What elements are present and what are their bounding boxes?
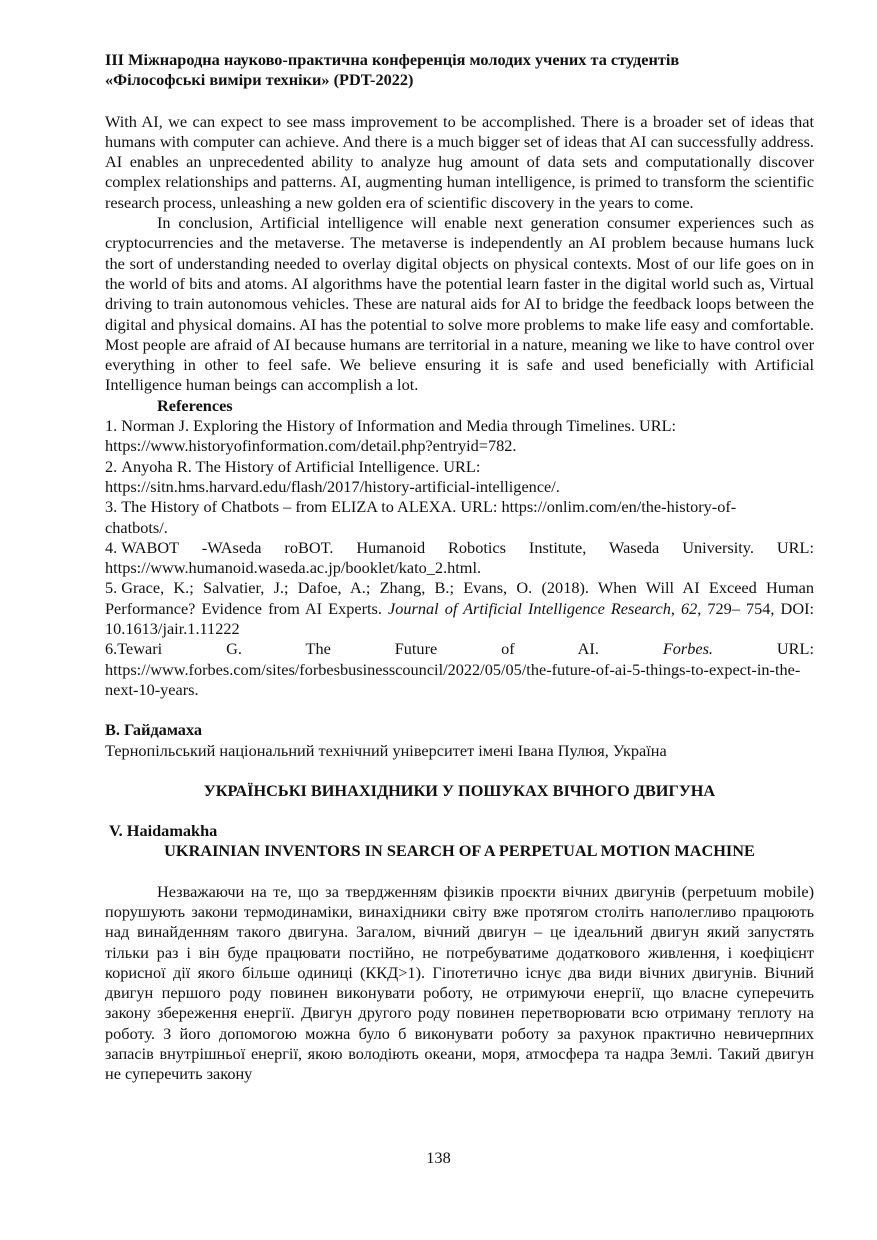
reference-pages-doi: , 729– 754, DOI: 10.1613/jair.1.11222 xyxy=(105,598,815,639)
reference-text: Grace, K.; Salvatier, J.; Dafoe, A.; Zhang, B.; Evans, O. (2018). When Will AI Exceed Human Performance? Evidence from AI Experts. xyxy=(105,578,814,618)
reference-text: Anyoha R. The History of Artificial Intelligence. URL: xyxy=(121,456,481,476)
reference-text: Tewari G. The Future of AI. xyxy=(117,639,663,659)
body-paragraph-2: In conclusion, Artificial intelligence will enable next generation consumer experiences such as cryptocurrencies and the metaverse. The metaverse is independently an AI problem because humans luck the sort of understanding needed to overlay digital objects on physical contexts. Most of our life goes on in the world of bits and atoms. AI algorithms have the potential learn faster in the digital world such as, Virtual driving to train autonomous vehicles. These are natural aids for AI to bridge the feedback loops between the digital and physical domains. AI has the potential to solve more problems to make life easy and comfortable. Most people are afraid of AI because humans are territorial in a nature, meaning we like to have control over everything in other to feel safe. We believe ensuring it is safe and used beneficially with Artificial Intelligence human beings can accomplish a lot. xyxy=(105,213,814,395)
reference-item-6 xyxy=(105,639,814,700)
reference-text-continued: chatbots/. xyxy=(105,517,168,537)
conference-header-line2: «Філософські виміри техніки» (PDT-2022) xyxy=(105,70,414,90)
article-title-en: UKRAINIAN INVENTORS IN SEARCH OF A PERPETUAL MOTION MACHINE xyxy=(164,841,755,861)
reference-number: 1. xyxy=(105,416,118,436)
reference-item-3 xyxy=(105,497,814,538)
references-list xyxy=(105,416,814,700)
reference-volume: 62 xyxy=(680,598,698,618)
reference-journal: Forbes. xyxy=(662,639,714,659)
reference-separator: , xyxy=(670,598,681,618)
reference-item-2 xyxy=(105,457,814,498)
reference-item-5 xyxy=(105,578,814,639)
references-heading: References xyxy=(157,395,233,415)
reference-url: https://sitn.hms.harvard.edu/flash/2017/history-artificial-intelligence/. xyxy=(105,476,560,496)
reference-text: Norman J. Exploring the History of Information and Media through Timelines. URL: xyxy=(121,416,677,436)
article-paragraph-ua: Незважаючи на те, що за твердженням фізиків проєкти вічних двигунів (perpetuum mobile) порушують закони термодинаміки, винахідники світу вже протягом століть наполегливо працюють над винайденням такого двигуна. Загалом, вічний двигун – це ідеальний двигун який запустять тільки раз і він буде працювати постійно, не потребуватиме додаткового живлення, і коефіцієнт корисної дії якого більше одиниці (ККД>1). Гіпотетично існує два види вічних двигунів. Вічний двигун першого роду повинен виконувати роботу, не отримуючи енергії, що власне суперечить закону збереження енергії. Двигун другого роду повинен перетворювати всю отриману теплоту на роботу. З його допомогою можна було б виконувати роботу за рахунок практично невичерпних запасів внутрішньої енергії, якою володіють океани, моря, атмосфера та надра Землі. Такий двигун не суперечить закону xyxy=(105,881,814,1084)
article-author-ua: В. Гайдамаха xyxy=(105,720,203,740)
reference-text: WABOT -WAseda roBOT. Humanoid Robotics Institute, Waseda University. URL: https://www.humanoid.waseda.ac.jp/booklet/kato_2.html. xyxy=(105,537,814,578)
reference-journal: Journal of Artificial Intelligence Research xyxy=(387,598,671,618)
reference-item-1 xyxy=(105,416,814,457)
reference-url: https://www.forbes.com/sites/forbesbusinesscouncil/2022/05/05/the-future-of-ai-5-things-to-expect-in-the-next-10-years. xyxy=(105,659,801,699)
reference-number: 4. xyxy=(105,537,118,557)
conference-header-line1: III Міжнародна науково-практична конференція молодих учених та студентів xyxy=(105,50,680,69)
reference-number: 5. xyxy=(105,578,118,598)
reference-number: 6. xyxy=(105,639,118,659)
reference-number: 2. xyxy=(105,456,118,476)
article-author-en: V. Haidamakha xyxy=(109,821,218,841)
article-title-ua: УКРАЇНСЬКІ ВИНАХІДНИКИ У ПОШУКАХ ВІЧНОГО ДВИГУНА xyxy=(203,780,716,800)
article-affiliation: Тернопільський національний технічний університет імені Івана Пулюя, Україна xyxy=(105,740,667,760)
reference-url-label: URL: xyxy=(713,639,814,659)
reference-number: 3. xyxy=(105,497,118,517)
conference-header xyxy=(105,50,814,91)
body-paragraph-1: With AI, we can expect to see mass improvement to be accomplished. There is a broader set of ideas that humans with computer can achieve. And there is a much bigger set of ideas that AI can successfully address. AI enables an unprecedented ability to analyze hug amount of data sets and computationally discover complex relationships and patterns. AI, augmenting human intelligence, is primed to transform the scientific research process, unleashing a new golden era of scientific discovery in the years to come. xyxy=(105,111,814,212)
page-number: 138 xyxy=(426,1148,451,1167)
reference-text: The History of Chatbots – from ELIZA to ALEXA. URL: https://onlim.com/en/the-history-of- xyxy=(121,497,737,517)
reference-url: https://www.historyofinformation.com/detail.php?entryid=782. xyxy=(105,436,517,456)
reference-item-4 xyxy=(105,538,814,579)
